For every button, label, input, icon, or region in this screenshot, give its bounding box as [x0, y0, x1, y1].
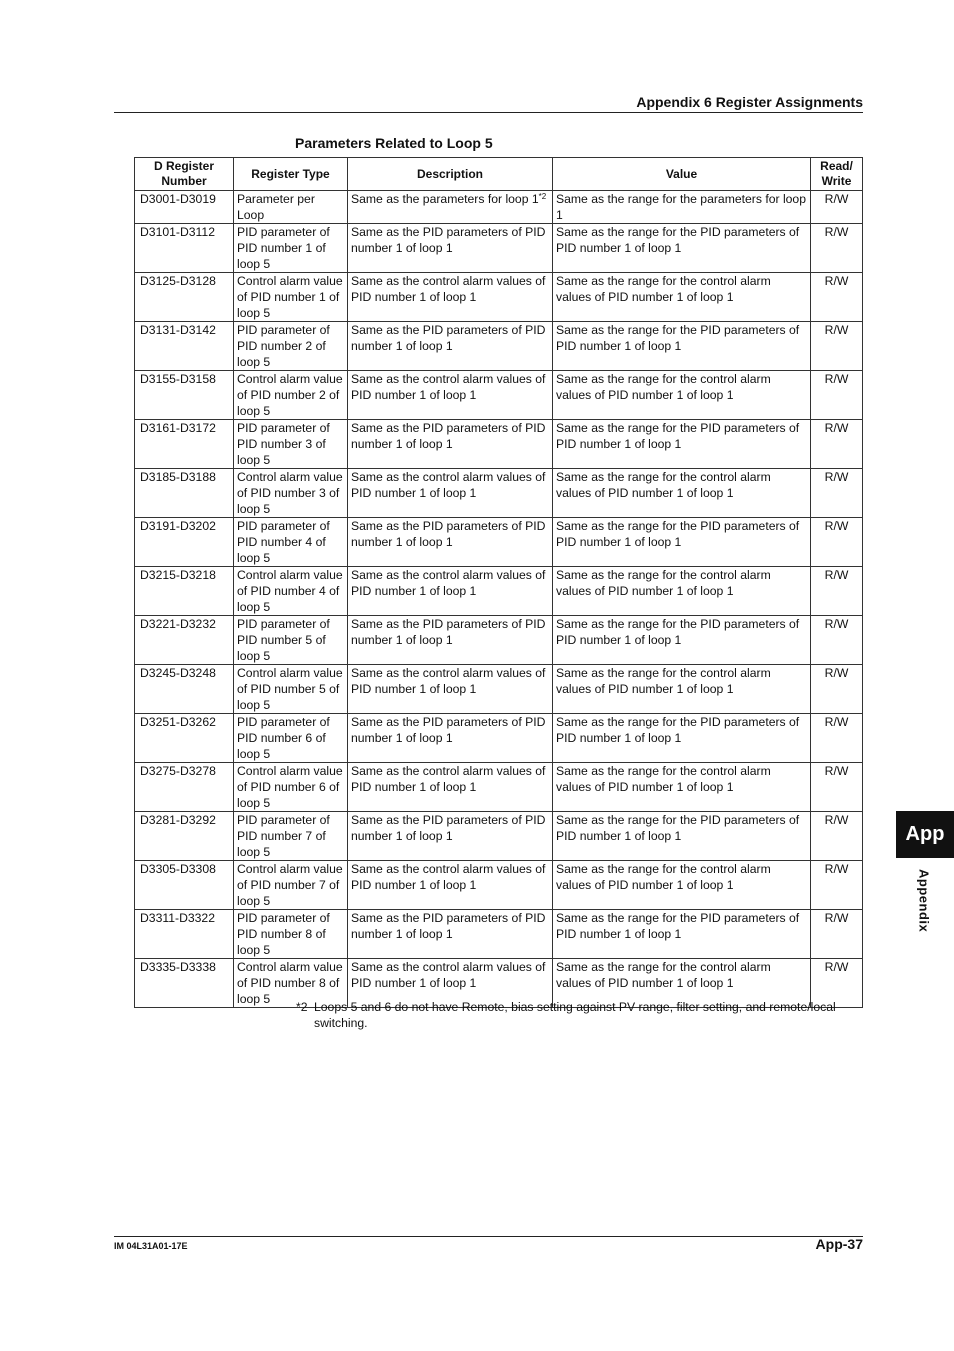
- description-text: Same as the parameters for loop 1: [351, 192, 539, 206]
- table-row: [135, 812, 863, 861]
- register-number: D3185-D3188: [135, 469, 234, 518]
- table-row: [135, 224, 863, 273]
- read-write: R/W: [811, 714, 863, 763]
- register-number: D3101-D3112: [135, 224, 234, 273]
- register-description: Same as the PID parameters of PID number 1 of loop 1: [348, 714, 553, 763]
- register-number: D3131-D3142: [135, 322, 234, 371]
- page-number: App-37: [815, 1236, 863, 1252]
- col-header-description: Description: [348, 158, 553, 191]
- register-description: Same as the PID parameters of PID number 1 of loop 1: [348, 812, 553, 861]
- table-header-row: [135, 158, 863, 191]
- col-header-value: Value: [553, 158, 811, 191]
- register-description: Same as the control alarm values of PID number 1 of loop 1: [348, 665, 553, 714]
- register-value: Same as the range for the control alarm values of PID number 1 of loop 1: [553, 861, 811, 910]
- col-header-register-type: Register Type: [234, 158, 348, 191]
- table-row: [135, 763, 863, 812]
- section-title: Parameters Related to Loop 5: [295, 135, 493, 151]
- register-type: Control alarm value of PID number 7 of loop 5: [234, 861, 348, 910]
- register-type: PID parameter of PID number 3 of loop 5: [234, 420, 348, 469]
- register-number: D3281-D3292: [135, 812, 234, 861]
- read-write: R/W: [811, 273, 863, 322]
- table-row: [135, 861, 863, 910]
- register-number: D3161-D3172: [135, 420, 234, 469]
- register-type: Control alarm value of PID number 8 of loop 5: [234, 959, 348, 1008]
- footnote-mark: *2: [296, 1000, 308, 1014]
- read-write: R/W: [811, 861, 863, 910]
- register-type: PID parameter of PID number 4 of loop 5: [234, 518, 348, 567]
- register-description: Same as the control alarm values of PID number 1 of loop 1: [348, 861, 553, 910]
- register-value: Same as the range for the control alarm values of PID number 1 of loop 1: [553, 371, 811, 420]
- register-description: Same as the PID parameters of PID number 1 of loop 1: [348, 322, 553, 371]
- read-write: R/W: [811, 420, 863, 469]
- register-type: Control alarm value of PID number 3 of loop 5: [234, 469, 348, 518]
- register-number: D3125-D3128: [135, 273, 234, 322]
- read-write: R/W: [811, 616, 863, 665]
- read-write: R/W: [811, 910, 863, 959]
- table-row: [135, 567, 863, 616]
- register-type: PID parameter of PID number 7 of loop 5: [234, 812, 348, 861]
- register-value: Same as the range for the PID parameters of PID number 1 of loop 1: [553, 910, 811, 959]
- register-description: Same as the control alarm values of PID number 1 of loop 1: [348, 371, 553, 420]
- footnote-text: Loops 5 and 6 do not have Remote, bias setting against PV range, filter setting, and remote/local switching.: [314, 1000, 836, 1030]
- table-row: [135, 616, 863, 665]
- register-number: D3305-D3308: [135, 861, 234, 910]
- register-value: Same as the range for the control alarm values of PID number 1 of loop 1: [553, 763, 811, 812]
- read-write: R/W: [811, 959, 863, 1008]
- table-row: [135, 371, 863, 420]
- register-description: Same as the control alarm values of PID number 1 of loop 1: [348, 469, 553, 518]
- register-description: Same as the PID parameters of PID number 1 of loop 1: [348, 616, 553, 665]
- register-description: Same as the control alarm values of PID number 1 of loop 1: [348, 763, 553, 812]
- table-body: [135, 191, 863, 1008]
- register-type: Control alarm value of PID number 2 of loop 5: [234, 371, 348, 420]
- register-value: Same as the range for the PID parameters of PID number 1 of loop 1: [553, 224, 811, 273]
- register-value: Same as the range for the control alarm values of PID number 1 of loop 1: [553, 665, 811, 714]
- table-row: [135, 665, 863, 714]
- register-description: Same as the control alarm values of PID number 1 of loop 1: [348, 273, 553, 322]
- register-number: D3311-D3322: [135, 910, 234, 959]
- footnote-ref: *2: [538, 192, 547, 201]
- register-number: D3245-D3248: [135, 665, 234, 714]
- register-type: PID parameter of PID number 6 of loop 5: [234, 714, 348, 763]
- read-write: R/W: [811, 763, 863, 812]
- appendix-vertical-label: Appendix: [916, 869, 932, 933]
- register-value: Same as the range for the PID parameters of PID number 1 of loop 1: [553, 322, 811, 371]
- register-number: D3001-D3019: [135, 191, 234, 224]
- read-write: R/W: [811, 518, 863, 567]
- read-write: R/W: [811, 322, 863, 371]
- table-row: [135, 191, 863, 224]
- read-write: R/W: [811, 469, 863, 518]
- register-table: [134, 157, 863, 1008]
- register-type: Control alarm value of PID number 5 of loop 5: [234, 665, 348, 714]
- register-number: D3275-D3278: [135, 763, 234, 812]
- register-number: D3191-D3202: [135, 518, 234, 567]
- register-value: Same as the range for the control alarm values of PID number 1 of loop 1: [553, 273, 811, 322]
- register-type: Control alarm value of PID number 6 of loop 5: [234, 763, 348, 812]
- read-write: R/W: [811, 191, 863, 224]
- register-type: Parameter per Loop: [234, 191, 348, 224]
- register-value: Same as the range for the control alarm values of PID number 1 of loop 1: [553, 469, 811, 518]
- register-value: Same as the range for the PID parameters of PID number 1 of loop 1: [553, 420, 811, 469]
- register-type: PID parameter of PID number 5 of loop 5: [234, 616, 348, 665]
- footer-divider: [114, 1236, 863, 1237]
- register-description: Same as the PID parameters of PID number 1 of loop 1: [348, 518, 553, 567]
- register-description: Same as the PID parameters of PID number 1 of loop 1: [348, 224, 553, 273]
- read-write: R/W: [811, 665, 863, 714]
- register-number: D3155-D3158: [135, 371, 234, 420]
- register-number: D3221-D3232: [135, 616, 234, 665]
- col-header-register-number: D Register Number: [135, 158, 234, 191]
- register-value: Same as the range for the control alarm values of PID number 1 of loop 1: [553, 959, 811, 1008]
- register-number: D3335-D3338: [135, 959, 234, 1008]
- register-type: Control alarm value of PID number 4 of loop 5: [234, 567, 348, 616]
- register-type: PID parameter of PID number 2 of loop 5: [234, 322, 348, 371]
- register-type: PID parameter of PID number 1 of loop 5: [234, 224, 348, 273]
- register-value: Same as the range for the PID parameters of PID number 1 of loop 1: [553, 518, 811, 567]
- table-row: [135, 910, 863, 959]
- register-description: Same as the control alarm values of PID number 1 of loop 1: [348, 959, 553, 1008]
- footnote: [296, 999, 871, 1031]
- col-header-read-write: Read/ Write: [811, 158, 863, 191]
- register-type: PID parameter of PID number 8 of loop 5: [234, 910, 348, 959]
- register-number: D3251-D3262: [135, 714, 234, 763]
- register-value: Same as the range for the PID parameters of PID number 1 of loop 1: [553, 812, 811, 861]
- register-number: D3215-D3218: [135, 567, 234, 616]
- register-value: Same as the range for the control alarm values of PID number 1 of loop 1: [553, 567, 811, 616]
- table-row: [135, 322, 863, 371]
- read-write: R/W: [811, 224, 863, 273]
- table-row: [135, 714, 863, 763]
- document-id: IM 04L31A01-17E: [114, 1241, 188, 1251]
- read-write: R/W: [811, 371, 863, 420]
- register-description: Same as the control alarm values of PID number 1 of loop 1: [348, 567, 553, 616]
- register-type: Control alarm value of PID number 1 of loop 5: [234, 273, 348, 322]
- running-header: Appendix 6 Register Assignments: [636, 94, 863, 110]
- table-row: [135, 469, 863, 518]
- header-divider: [114, 112, 863, 113]
- register-value: Same as the range for the PID parameters of PID number 1 of loop 1: [553, 714, 811, 763]
- read-write: R/W: [811, 567, 863, 616]
- register-description: Same as the PID parameters of PID number 1 of loop 1: [348, 420, 553, 469]
- register-description: Same as the PID parameters of PID number 1 of loop 1: [348, 910, 553, 959]
- register-value: Same as the range for the parameters for loop 1: [553, 191, 811, 224]
- table-row: [135, 420, 863, 469]
- register-description: [348, 191, 553, 224]
- register-value: Same as the range for the PID parameters of PID number 1 of loop 1: [553, 616, 811, 665]
- table-row: [135, 518, 863, 567]
- read-write: R/W: [811, 812, 863, 861]
- appendix-tab: App: [896, 811, 954, 858]
- table-row: [135, 273, 863, 322]
